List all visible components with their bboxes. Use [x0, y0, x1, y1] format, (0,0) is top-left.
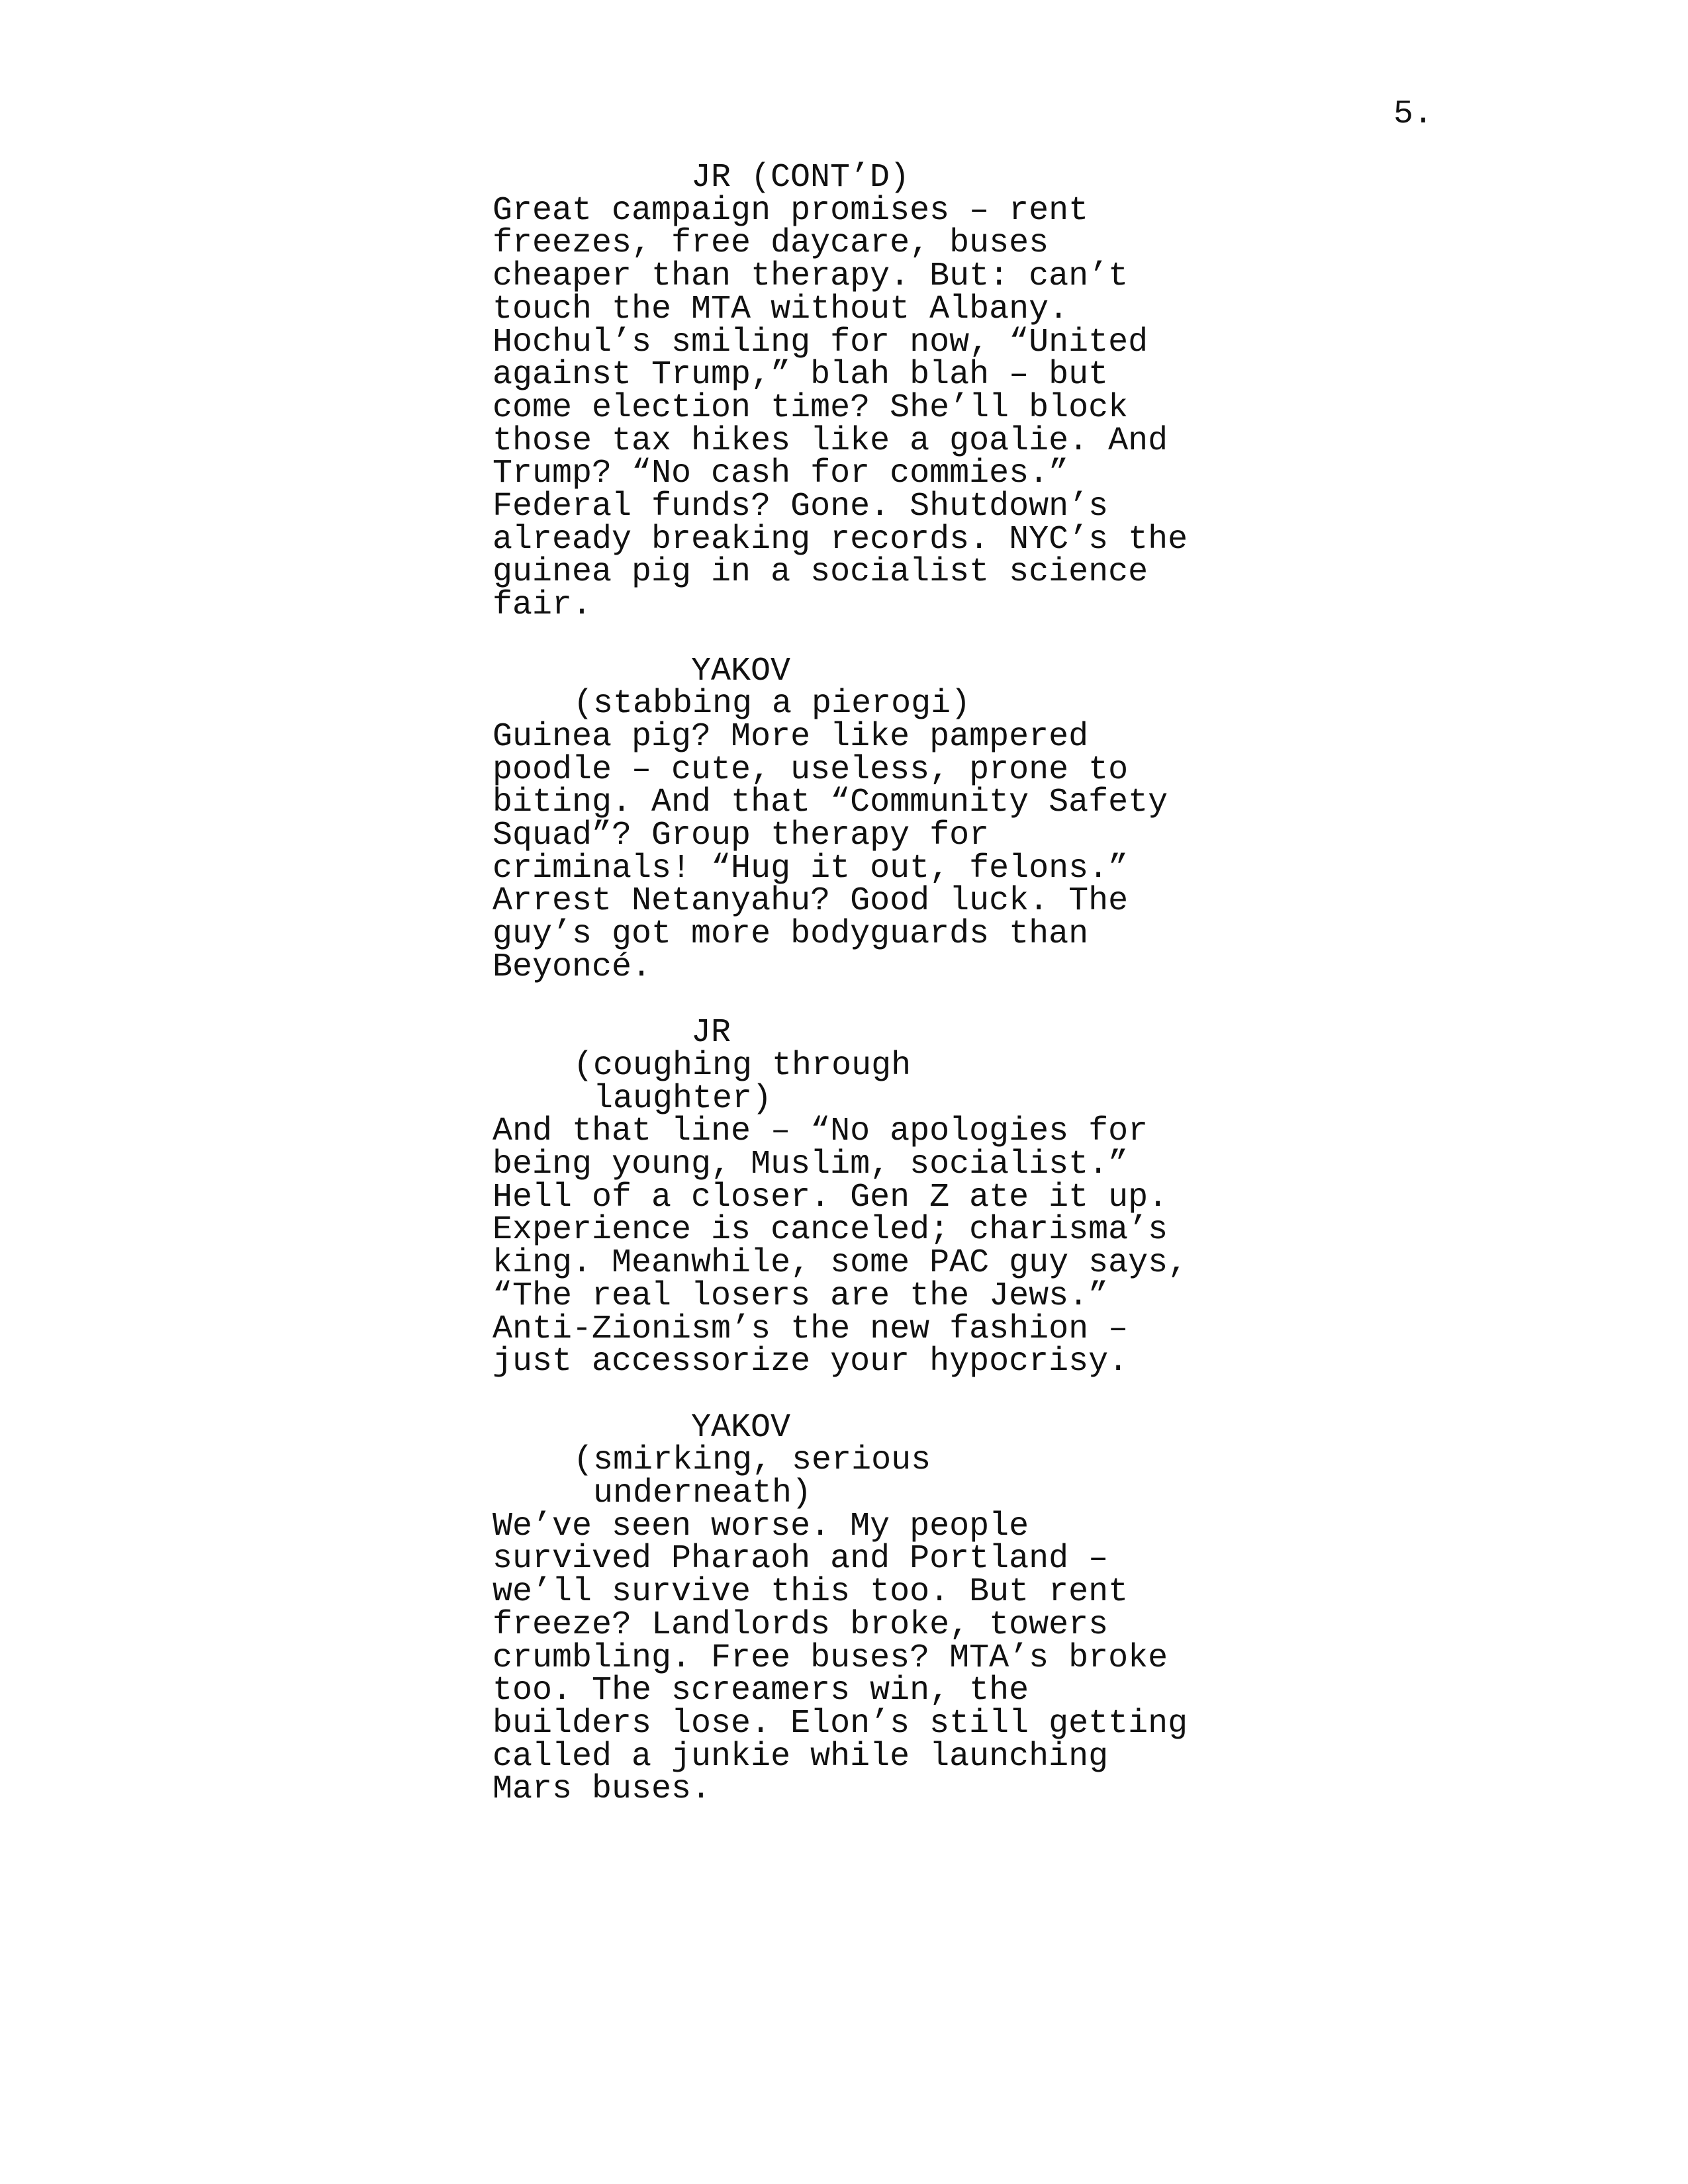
dialogue-line: already breaking records. NYC’s the: [492, 520, 1188, 559]
dialogue-line: freeze? Landlords broke, towers: [492, 1606, 1109, 1644]
dialogue-line: being young, Muslim, socialist.”: [492, 1146, 1129, 1184]
dialogue-line: “The real losers are the Jews.”: [492, 1277, 1109, 1315]
dialogue-line: Federal funds? Gone. Shutdown’s: [492, 488, 1109, 526]
dialogue-line: against Trump,” blah blah – but: [492, 356, 1109, 394]
dialogue-line: builders lose. Elon’s still getting: [492, 1705, 1188, 1743]
dialogue-line: We’ve seen worse. My people: [492, 1507, 1029, 1545]
dialogue-line: Experience is canceled; charisma’s: [492, 1211, 1168, 1250]
dialogue-line: cheaper than therapy. But: can’t: [492, 257, 1129, 296]
character-name: YAKOV: [691, 1408, 791, 1447]
dialogue: [492, 1507, 1419, 1809]
screenplay-body: [492, 161, 1419, 1839]
dialogue-line: king. Meanwhile, some PAC guy says,: [492, 1244, 1188, 1283]
dialogue: [492, 191, 1419, 625]
parenthetical-line: laughter): [593, 1079, 773, 1118]
character-name: JR: [691, 1014, 731, 1052]
dialogue-line: crumbling. Free buses? MTA’s broke: [492, 1639, 1168, 1677]
dialogue-line: Beyoncé.: [492, 948, 652, 986]
dialogue-line: freezes, free daycare, buses: [492, 224, 1049, 263]
dialogue-line: we’ll survive this too. But rent: [492, 1573, 1129, 1612]
parenthetical-line: underneath): [593, 1475, 812, 1513]
dialogue-line: fair.: [492, 586, 592, 625]
dialogue-line: guinea pig in a socialist science: [492, 553, 1149, 592]
dialogue-block: [492, 1408, 1419, 1809]
dialogue-line: those tax hikes like a goalie. And: [492, 422, 1168, 460]
dialogue-line: And that line – “No apologies for: [492, 1113, 1149, 1151]
dialogue-line: Anti-Zionism’s the new fashion –: [492, 1310, 1129, 1348]
dialogue-line: Mars buses.: [492, 1770, 712, 1809]
dialogue-line: Trump? “No cash for commies.”: [492, 455, 1069, 493]
parenthetical: [492, 1046, 1419, 1118]
dialogue-line: Hochul’s smiling for now, “United: [492, 323, 1149, 361]
dialogue-line: called a junkie while launching: [492, 1737, 1109, 1776]
dialogue-line: too. The screamers win, the: [492, 1672, 1029, 1710]
dialogue-line: touch the MTA without Albany.: [492, 290, 1069, 328]
dialogue-line: Great campaign promises – rent: [492, 191, 1089, 230]
dialogue-line: Squad”? Group therapy for: [492, 817, 990, 855]
dialogue-line: criminals! “Hug it out, felons.”: [492, 849, 1129, 887]
dialogue-line: guy’s got more bodyguards than: [492, 915, 1089, 954]
dialogue-line: survived Pharaoh and Portland –: [492, 1540, 1109, 1578]
dialogue-block: [492, 159, 1419, 625]
parenthetical-line: (stabbing a pierogi): [573, 685, 971, 723]
dialogue-line: Guinea pig? More like pampered: [492, 717, 1089, 756]
dialogue-block: [492, 652, 1419, 986]
dialogue-line: Hell of a closer. Gen Z ate it up.: [492, 1178, 1168, 1216]
character-name: YAKOV: [691, 652, 791, 690]
parenthetical-line: (smirking, serious: [573, 1441, 931, 1480]
dialogue-line: biting. And that “Community Safety: [492, 784, 1168, 822]
dialogue: [492, 717, 1419, 986]
dialogue: [492, 1115, 1419, 1379]
dialogue-line: come election time? She’ll block: [492, 388, 1129, 427]
page-number: 5.: [1393, 95, 1434, 133]
dialogue-line: Arrest Netanyahu? Good luck. The: [492, 882, 1129, 921]
dialogue-line: just accessorize your hypocrisy.: [492, 1343, 1129, 1381]
parenthetical: [492, 685, 1419, 723]
parenthetical: [492, 1441, 1419, 1513]
parenthetical-line: (coughing through: [573, 1046, 912, 1085]
dialogue-block: [492, 1014, 1419, 1381]
dialogue-line: poodle – cute, useless, prone to: [492, 751, 1129, 789]
character-name: JR (CONT’D): [691, 159, 910, 197]
